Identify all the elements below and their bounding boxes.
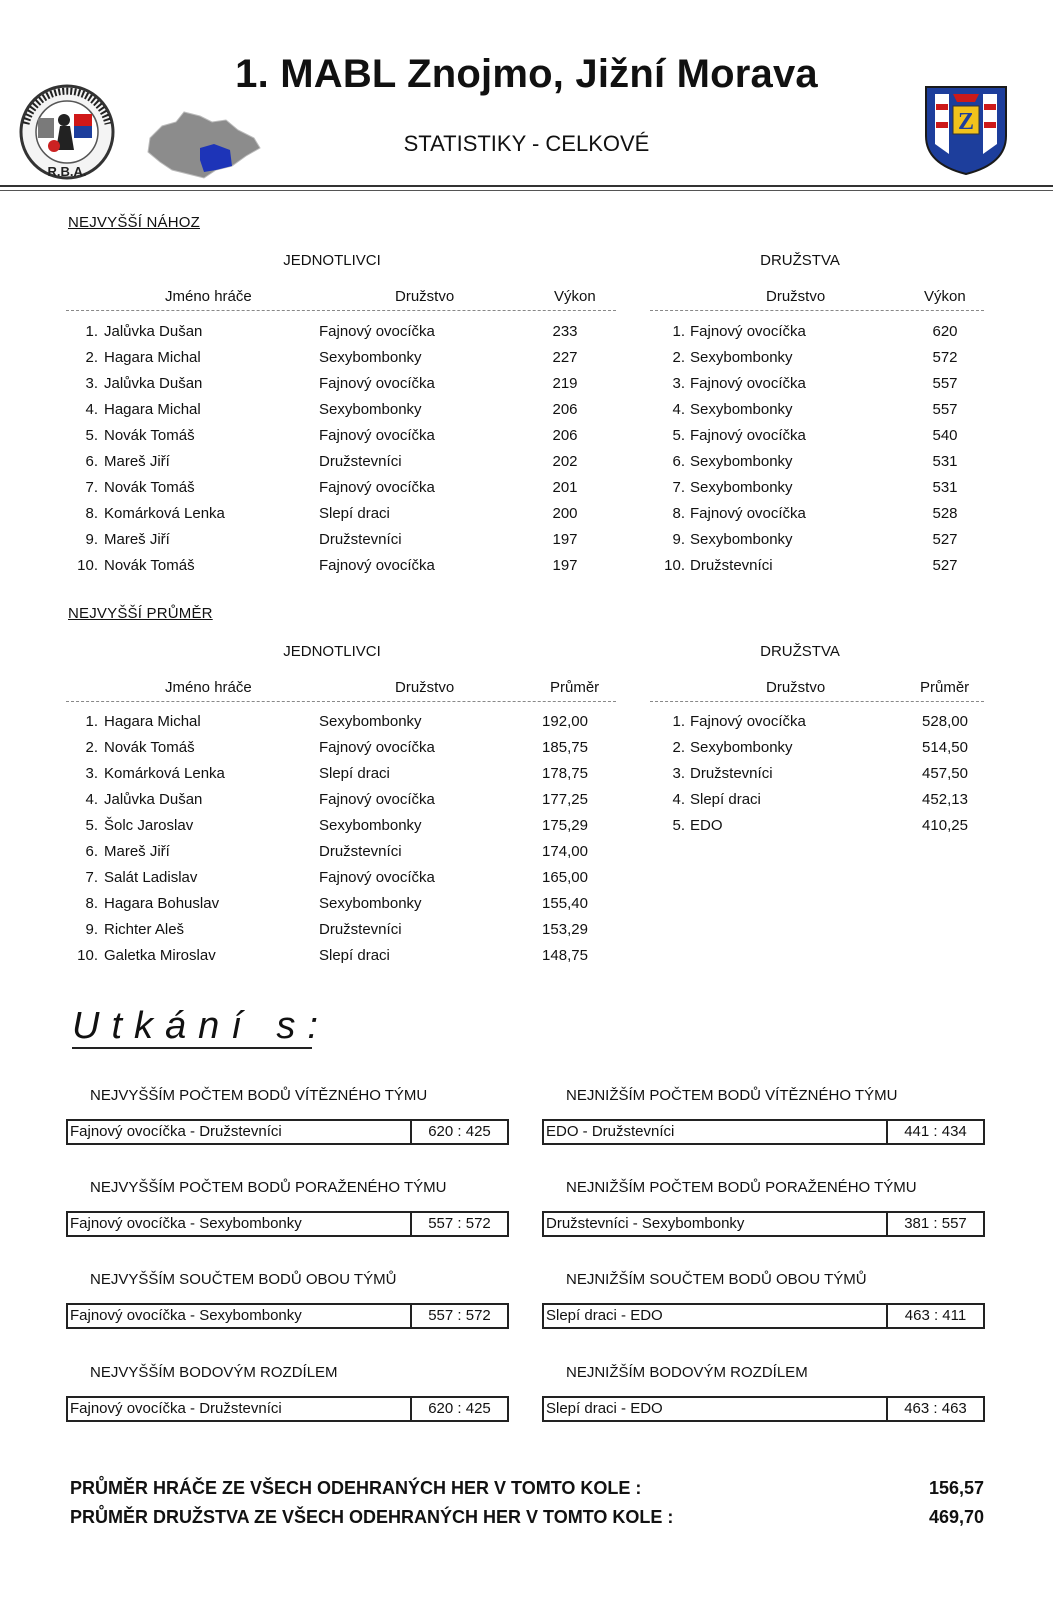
team-name: Sexybombonky [319,895,422,912]
team-name: Fajnový ovocíčka [319,869,435,886]
match-score: 381 : 557 [904,1215,967,1232]
row-rank: 5. [85,817,98,834]
section-title-highest-score: NEJVYŠŠÍ NÁHOZ [68,214,200,231]
table-row [650,764,984,784]
match-record-box [542,1396,985,1422]
match-score: 620 : 425 [428,1400,491,1417]
table-row [650,816,984,836]
match-record-box [542,1119,985,1145]
row-rank: 4. [672,401,685,418]
match-teams: Fajnový ovocíčka - Sexybombonky [70,1307,302,1324]
table-row [66,790,616,810]
row-rank: 8. [85,505,98,522]
match-criterion-label: NEJVYŠŠÍM POČTEM BODŮ VÍTĚZNÉHO TÝMU [90,1087,428,1104]
team-name: Sexybombonky [319,817,422,834]
match-teams: Slepí draci - EDO [546,1400,663,1417]
row-value: 528,00 [922,713,968,730]
row-value: 201 [552,479,578,496]
row-rank: 10. [664,557,685,574]
row-rank: 1. [672,323,685,340]
team-name: Fajnový ovocíčka [690,375,806,392]
row-value: 200 [552,505,578,522]
table-row [650,712,984,732]
col-header-score: Výkon [554,288,596,305]
team-name: Družstevníci [690,557,773,574]
player-name: Salát Ladislav [104,869,198,886]
table-row [66,816,616,836]
table-row [66,348,616,368]
row-rank: 3. [85,375,98,392]
table-row [66,530,616,550]
row-value: 155,40 [542,895,588,912]
match-criterion-label: NEJVYŠŠÍM SOUČTEM BODŮ OBOU TÝMŮ [90,1271,397,1288]
individuals-title: JEDNOTLIVCI [283,252,381,269]
row-value: 531 [932,479,958,496]
team-name: Družstevníci [319,531,402,548]
table-row [66,712,616,732]
table-row [66,400,616,420]
team-name: Slepí draci [319,947,390,964]
table-row [66,946,616,966]
page-subtitle: STATISTIKY - CELKOVÉ [403,131,650,156]
player-name: Šolc Jaroslav [104,817,194,834]
team-name: Fajnový ovocíčka [319,479,435,496]
section-title-highest-average: NEJVYŠŠÍ PRŮMĚR [68,605,213,622]
row-value: 410,25 [922,817,968,834]
page-title: 1. MABL Znojmo, Jižní Morava [235,52,818,96]
table-row [650,530,984,550]
col-header-average: Průměr [920,679,970,696]
table-row [66,894,616,914]
match-score: 620 : 425 [428,1123,491,1140]
player-name: Jalůvka Dušan [104,323,203,340]
match-criterion-label: NEJVYŠŠÍM POČTEM BODŮ PORAŽENÉHO TÝMU [90,1179,447,1196]
team-name: Fajnový ovocíčka [690,427,806,444]
player-name: Novák Tomáš [104,557,195,574]
team-name: Fajnový ovocíčka [319,791,435,808]
row-rank: 4. [672,791,685,808]
table-row [650,374,984,394]
row-value: 148,75 [542,947,588,964]
team-average-value: 469,70 [928,1507,984,1527]
team-name: Fajnový ovocíčka [319,427,435,444]
row-value: 572 [932,349,958,366]
col-header-average: Průměr [550,679,600,696]
table-row [650,322,984,342]
row-rank: 2. [672,739,685,756]
match-teams: EDO - Družstevníci [546,1123,675,1140]
team-name: Fajnový ovocíčka [319,375,435,392]
table-row [650,738,984,758]
player-name: Mareš Jiří [104,843,170,860]
row-rank: 6. [672,453,685,470]
table-row [66,452,616,472]
player-name: Hagara Bohuslav [104,895,220,912]
match-teams: Slepí draci - EDO [546,1307,663,1324]
table-row [650,426,984,446]
table-row [650,452,984,472]
row-rank: 1. [85,323,98,340]
row-value: 457,50 [922,765,968,782]
table-row [650,556,984,576]
table-row [650,790,984,810]
row-value: 206 [552,427,578,444]
table-row [66,556,616,576]
row-value: 227 [552,349,578,366]
player-name: Mareš Jiří [104,531,170,548]
team-name: Fajnový ovocíčka [690,713,806,730]
row-rank: 2. [672,349,685,366]
col-header-player: Jméno hráče [165,679,252,696]
row-value: 153,29 [542,921,588,938]
row-rank: 7. [85,479,98,496]
player-name: Komárková Lenka [104,505,225,522]
match-teams: Družstevníci - Sexybombonky [546,1215,745,1232]
player-average-value: 156,57 [928,1478,984,1498]
row-value: 197 [552,557,578,574]
row-value: 165,00 [542,869,588,886]
row-value: 233 [552,323,578,340]
row-value: 192,00 [542,713,588,730]
team-name: Sexybombonky [319,349,422,366]
table-divider [66,701,616,702]
row-value: 557 [932,375,958,392]
row-value: 219 [552,375,578,392]
col-header-team: Družstvo [766,288,826,305]
row-rank: 8. [85,895,98,912]
table-row [650,504,984,524]
row-value: 540 [932,427,958,444]
team-name: EDO [690,817,723,834]
row-value: 178,75 [542,765,588,782]
teams-title: DRUŽSTVA [760,643,840,660]
team-name: Sexybombonky [690,453,793,470]
team-name: Sexybombonky [690,531,793,548]
row-rank: 3. [85,765,98,782]
player-name: Novák Tomáš [104,739,195,756]
match-record-box [542,1303,985,1329]
player-name: Hagara Michal [104,401,201,418]
row-value: 531 [932,453,958,470]
row-rank: 4. [85,791,98,808]
row-value: 206 [552,401,578,418]
row-rank: 7. [672,479,685,496]
team-name: Sexybombonky [690,739,793,756]
row-rank: 2. [85,739,98,756]
match-criterion-label: NEJNIŽŠÍM SOUČTEM BODŮ OBOU TÝMŮ [566,1271,867,1288]
table-row [66,504,616,524]
table-row [66,842,616,862]
row-rank: 9. [85,531,98,548]
match-criterion-label: NEJNIŽŠÍM BODOVÝM ROZDÍLEM [566,1364,808,1381]
player-name: Galetka Miroslav [104,947,216,964]
row-value: 514,50 [922,739,968,756]
row-rank: 6. [85,453,98,470]
row-value: 528 [932,505,958,522]
table-row [66,374,616,394]
matches-title-underline [72,1047,312,1049]
row-rank: 5. [85,427,98,444]
match-criterion-label: NEJNIŽŠÍM POČTEM BODŮ PORAŽENÉHO TÝMU [566,1179,917,1196]
matches-title: Utkání s: [72,1005,330,1047]
table-divider [66,310,616,311]
row-rank: 6. [85,843,98,860]
player-name: Jalůvka Dušan [104,375,203,392]
col-header-team: Družstvo [766,679,826,696]
match-record-box [66,1303,509,1329]
table-row [66,322,616,342]
row-value: 452,13 [922,791,968,808]
match-teams: Fajnový ovocíčka - Družstevníci [70,1400,282,1417]
row-value: 527 [932,531,958,548]
team-name: Družstevníci [690,765,773,782]
row-rank: 7. [85,869,98,886]
table-row [66,738,616,758]
match-record-box [66,1396,509,1422]
team-name: Fajnový ovocíčka [690,323,806,340]
svg-text:R.B.A.: R.B.A. [47,164,87,179]
match-record-box [542,1211,985,1237]
znojmo-crest-icon [923,84,1009,176]
player-name: Hagara Michal [104,713,201,730]
table-divider [650,310,984,311]
match-score: 463 : 411 [904,1307,967,1324]
row-rank: 3. [672,375,685,392]
row-rank: 1. [85,713,98,730]
player-name: Jalůvka Dušan [104,791,203,808]
player-name: Novák Tomáš [104,427,195,444]
team-average-label: PRŮMĚR DRUŽSTVA ZE VŠECH ODEHRANÝCH HER V TOMTO KOLE : [70,1507,674,1527]
match-record-box [66,1211,509,1237]
row-value: 174,00 [542,843,588,860]
match-score: 557 : 572 [428,1215,491,1232]
match-score: 557 : 572 [428,1307,491,1324]
player-name: Hagara Michal [104,349,201,366]
individuals-title: JEDNOTLIVCI [283,643,381,660]
header-rule-thin [0,190,1053,191]
match-score: 463 : 463 [904,1400,967,1417]
col-header-player: Jméno hráče [165,288,252,305]
match-criterion-label: NEJVYŠŠÍM BODOVÝM ROZDÍLEM [90,1364,338,1381]
row-rank: 5. [672,427,685,444]
team-name: Sexybombonky [690,349,793,366]
table-row [66,426,616,446]
team-name: Sexybombonky [690,479,793,496]
row-value: 177,25 [542,791,588,808]
player-name: Novák Tomáš [104,479,195,496]
table-row [66,868,616,888]
row-rank: 3. [672,765,685,782]
header-rule [0,185,1053,187]
table-row [650,478,984,498]
match-criterion-label: NEJNIŽŠÍM POČTEM BODŮ VÍTĚZNÉHO TÝMU [566,1087,898,1104]
team-name: Fajnový ovocíčka [319,557,435,574]
col-header-score: Výkon [924,288,966,305]
team-name: Slepí draci [690,791,761,808]
match-record-box [66,1119,509,1145]
team-name: Slepí draci [319,765,390,782]
row-value: 175,29 [542,817,588,834]
table-divider [650,701,984,702]
player-name: Mareš Jiří [104,453,170,470]
row-value: 202 [552,453,578,470]
table-row [650,400,984,420]
match-score: 441 : 434 [904,1123,967,1140]
match-teams: Fajnový ovocíčka - Družstevníci [70,1123,282,1140]
row-rank: 4. [85,401,98,418]
row-value: 197 [552,531,578,548]
row-rank: 2. [85,349,98,366]
player-name: Richter Aleš [104,921,185,938]
player-average-label: PRŮMĚR HRÁČE ZE VŠECH ODEHRANÝCH HER V TOMTO KOLE : [70,1478,642,1498]
match-teams: Fajnový ovocíčka - Sexybombonky [70,1215,302,1232]
team-name: Družstevníci [319,453,402,470]
player-name: Komárková Lenka [104,765,225,782]
row-rank: 5. [672,817,685,834]
row-value: 620 [932,323,958,340]
team-name: Sexybombonky [690,401,793,418]
teams-title: DRUŽSTVA [760,252,840,269]
team-name: Sexybombonky [319,401,422,418]
row-rank: 9. [85,921,98,938]
row-value: 527 [932,557,958,574]
table-row [66,478,616,498]
row-value: 557 [932,401,958,418]
team-name: Sexybombonky [319,713,422,730]
team-name: Družstevníci [319,921,402,938]
col-header-team: Družstvo [395,288,455,305]
team-name: Fajnový ovocíčka [319,323,435,340]
table-row [650,348,984,368]
col-header-team: Družstvo [395,679,455,696]
row-value: 185,75 [542,739,588,756]
table-row [66,764,616,784]
table-row [66,920,616,940]
team-name: Fajnový ovocíčka [690,505,806,522]
svg-text:Z: Z [957,109,975,135]
row-rank: 10. [77,947,98,964]
team-name: Fajnový ovocíčka [319,739,435,756]
team-name: Družstevníci [319,843,402,860]
team-name: Slepí draci [319,505,390,522]
row-rank: 1. [672,713,685,730]
row-rank: 9. [672,531,685,548]
row-rank: 10. [77,557,98,574]
row-rank: 8. [672,505,685,522]
